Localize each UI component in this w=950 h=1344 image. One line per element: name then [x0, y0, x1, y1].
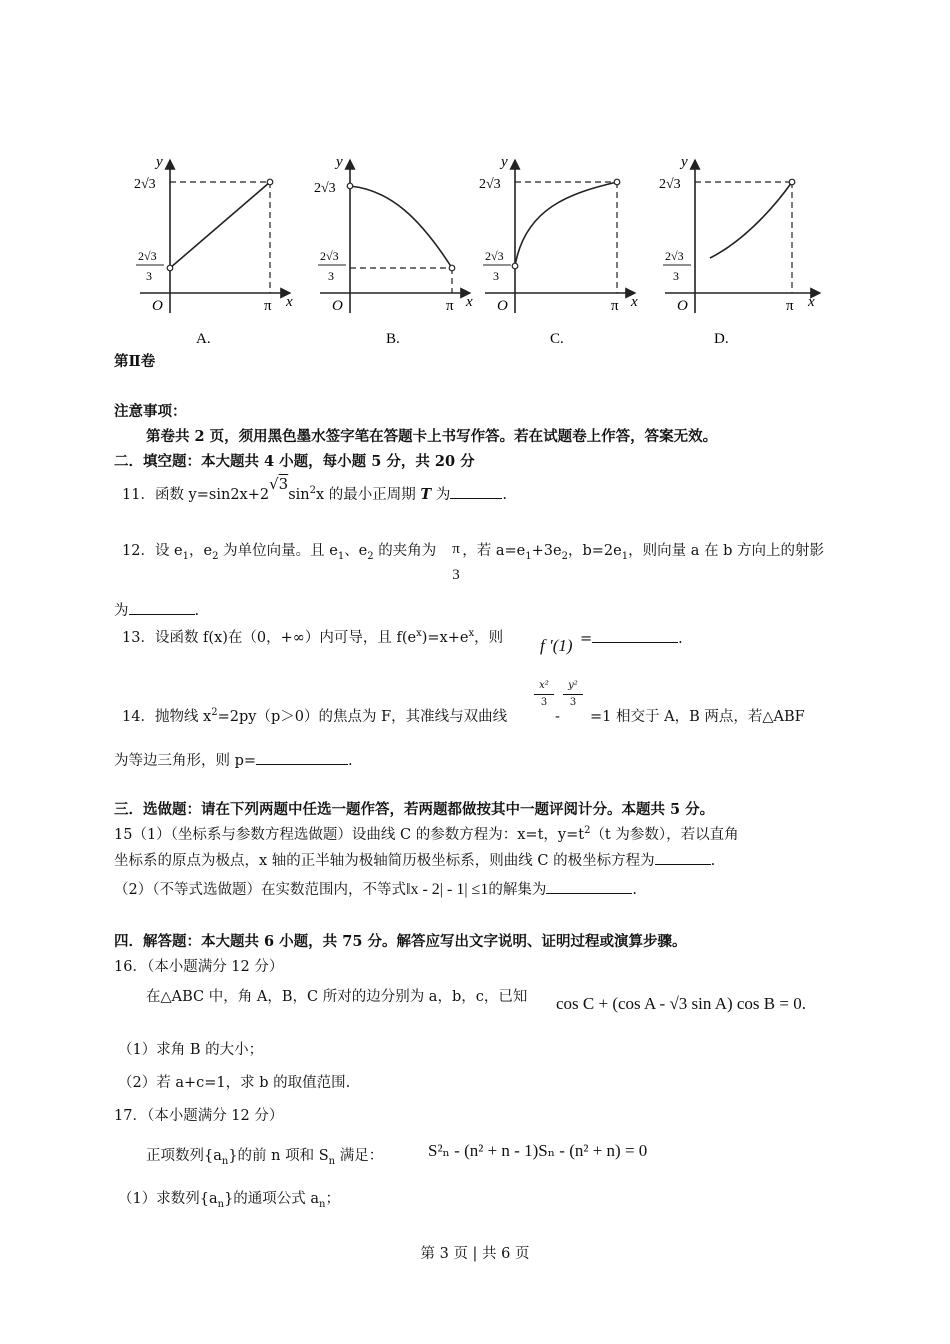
q14-text-c: =1 相交于 A，B 两点，若△ABF	[590, 709, 805, 725]
q17-text-b: }的前 n 项和 S	[228, 1148, 329, 1164]
q17-text-c: 满足：	[335, 1148, 384, 1164]
question-15-1	[114, 825, 739, 845]
graph-a-xlabel: x	[286, 294, 293, 310]
graph-a-top: 2√3	[134, 177, 156, 192]
q12-text-b6: ，则向量 a 在 b 方向上的射影	[628, 543, 824, 559]
q17-p1-text-a: （1）求数列{a	[118, 1191, 218, 1207]
graph-c-pi: π	[611, 298, 619, 314]
graph-d-top: 2√3	[659, 177, 681, 192]
q17-p1-sub-2: n	[319, 1198, 326, 1210]
q14-answer-blank[interactable]	[256, 750, 348, 765]
q14-minus: -	[555, 709, 560, 725]
question-14-cont	[114, 750, 353, 771]
q11-root-value: 3	[278, 475, 289, 494]
q12-text-a: 12．设 e	[122, 543, 183, 559]
q11-root: √3	[269, 475, 289, 494]
q14-frac2-den: 3	[569, 697, 577, 708]
question-14	[122, 707, 507, 727]
graph-d-low-den: 3	[673, 269, 679, 283]
q16-equation: cos C + (cos A - √3 sin A) cos B = 0.	[556, 994, 806, 1013]
question-13	[122, 628, 503, 648]
q13-equals: =	[580, 631, 593, 647]
q11-text-a: 11．函数 y=sin2x+2	[122, 487, 270, 503]
question-11	[122, 475, 507, 505]
q14-text-d: 为等边三角形，则 p=	[114, 753, 257, 769]
q11-sq: 2	[309, 485, 317, 497]
q17-p1-text-c: ；	[325, 1191, 340, 1207]
graph-b-origin: O	[332, 298, 343, 314]
q17-equation: S²ₙ - (n² + n - 1)Sₙ - (n² + n) = 0	[428, 1141, 648, 1160]
q17-sub-2: n	[328, 1155, 336, 1167]
q15-1-answer-blank[interactable]	[655, 850, 711, 865]
q17-p1-sub-1: n	[217, 1198, 225, 1210]
q14-text-a: 14．抛物线 x	[122, 709, 212, 725]
part4-title: 四．解答题：本大题共 6 小题，共 75 分。解答应写出文字说明、证明过程或演算步骤。	[114, 933, 687, 950]
q12-text-a4: 为单位向量。且 e	[218, 543, 338, 559]
question-15-2	[114, 879, 637, 900]
q13-answer-blank[interactable]	[592, 628, 678, 643]
q15-2-text-b: 的解集为	[488, 882, 547, 898]
graph-b-pi: π	[446, 298, 454, 314]
q12-text-a8: 的夹角为	[373, 543, 437, 559]
q17-p1-text-b: }的通项公式 a	[224, 1191, 320, 1207]
graph-c-origin: O	[497, 298, 508, 314]
q13-sup-x2: x	[468, 628, 475, 640]
graph-a-pi: π	[264, 298, 272, 314]
section-title: 第Ⅱ卷	[114, 353, 156, 370]
graph-b-low-num: 2√3	[320, 249, 339, 263]
graph-figures-svg	[130, 148, 830, 348]
graph-a-low-num: 2√3	[138, 249, 157, 263]
q17-body	[146, 1146, 383, 1166]
page-footer: 第 3 页 | 共 6 页	[420, 1246, 530, 1262]
graph-c-letter: C.	[550, 331, 564, 347]
graph-c-low-num: 2√3	[485, 249, 504, 263]
q17-sub-1: n	[221, 1155, 229, 1167]
q14-frac-2	[563, 680, 583, 709]
q14-frac2-num: y²	[568, 680, 578, 691]
graph-d-xlabel: x	[808, 294, 815, 310]
q12-sub-4: 2	[367, 550, 374, 562]
q12-text-a6: 、e	[344, 543, 368, 559]
q17-heading: 17．（本小题满分 12 分）	[114, 1108, 284, 1124]
q12-frac-den: 3	[452, 567, 460, 583]
graph-d-origin: O	[677, 298, 688, 314]
q16-part-1: （1）求角 B 的大小；	[118, 1042, 264, 1058]
question-15-1-cont	[114, 850, 715, 871]
graph-d	[659, 154, 820, 347]
q17-text-a: 正项数列{a	[146, 1148, 222, 1164]
q13-text-c: ，则	[474, 630, 504, 646]
question-12-cont	[114, 600, 199, 621]
q14-text-e: .	[348, 753, 353, 769]
q11-text-e: .	[502, 487, 507, 503]
q17-part-1	[118, 1189, 340, 1209]
q11-text-b: sin	[288, 487, 310, 503]
graph-d-letter: D.	[714, 331, 729, 347]
q12-sub-3: 1	[337, 550, 345, 562]
graph-a-ylabel: y	[156, 154, 163, 170]
graph-d-ylabel: y	[681, 154, 688, 170]
q16-part-2: （2）若 a+c=1，求 b 的取值范围.	[118, 1075, 351, 1091]
q16-heading: 16．（本小题满分 12 分）	[114, 959, 284, 975]
q13-text-a: 13．设函数 f(x)在（0，+∞）内可导，且 f(e	[122, 630, 417, 646]
q15-1-text-c: 坐标系的原点为极点，x 轴的正半轴为极轴简历极坐标系，则曲线 C 的极坐标方程为	[114, 853, 655, 869]
q15-1-text-a: 15（1）（坐标系与参数方程选做题）设曲线 C 的参数方程为：x=t，y=t	[114, 827, 585, 843]
graph-c	[479, 154, 638, 347]
graph-a-low-den: 3	[146, 269, 152, 283]
graph-a	[134, 154, 293, 347]
q15-1-sup: 2	[584, 825, 591, 837]
graph-c-xlabel: x	[631, 294, 638, 310]
question-12	[122, 541, 824, 561]
q14-frac1-num: x²	[539, 680, 549, 691]
graph-a-origin: O	[152, 298, 163, 314]
q12-text-b2: +3e	[531, 543, 562, 559]
q12-text-a2: ，e	[189, 543, 213, 559]
q12-frac-num: π	[452, 541, 460, 557]
q13-sup-x1: x	[416, 628, 422, 640]
q14-sup-2: 2	[211, 707, 218, 719]
q12-text-c: 为	[114, 603, 129, 619]
q13-derivative: f ′(1)	[540, 636, 573, 655]
q12-text-d: .	[194, 603, 200, 619]
q13-text-d: .	[678, 631, 683, 647]
graph-c-top: 2√3	[479, 177, 501, 192]
q12-sub-5: 1	[525, 550, 532, 562]
q12-fraction	[447, 540, 465, 584]
q13-text-b: )=x+e	[421, 630, 469, 646]
q15-1-text-d: .	[710, 853, 716, 869]
q11-period-symbol: T	[420, 486, 432, 503]
graph-a-letter: A.	[196, 331, 211, 347]
graph-c-ylabel: y	[501, 154, 508, 170]
notice-title: 注意事项：	[114, 403, 187, 420]
graph-d-pi: π	[786, 298, 794, 314]
graph-b-ylabel: y	[336, 154, 343, 170]
notice-body: 第卷共 2 页，须用黑色墨水签字笔在答题卡上书写作答。若在试题卷上作答，答案无效。	[146, 428, 718, 445]
q14-text-b: =2py（p＞0）的焦点为 F，其准线与双曲线	[217, 709, 508, 725]
q12-sub-1: 1	[182, 550, 190, 562]
q12-sub-6: 2	[561, 550, 568, 562]
q15-2-text-c: .	[632, 882, 637, 898]
graph-b-letter: B.	[386, 331, 400, 347]
graph-b-xlabel: x	[466, 294, 473, 310]
q11-text-d: 为	[431, 487, 451, 503]
q15-2-text-a: （2）（不等式选做题）在实数范围内，不等式	[114, 882, 406, 898]
q16-body: 在△ABC 中，角 A，B，C 所对的边分别为 a，b，c，已知	[146, 989, 528, 1005]
q12-text-b4: ，b=2e	[567, 543, 622, 559]
q12-sub-7: 1	[621, 550, 629, 562]
q12-answer-blank[interactable]	[129, 600, 195, 615]
q15-1-text-b: （t 为参数），若以直角	[590, 827, 739, 843]
graph-b	[314, 154, 473, 347]
part2-title: 二．填空题：本大题共 4 小题，每小题 5 分，共 20 分	[114, 453, 475, 470]
q15-2-inequality: ‖x - 2| - 1| ≤1	[405, 881, 489, 898]
graph-b-low-den: 3	[328, 269, 334, 283]
q12-sub-2: 2	[212, 550, 219, 562]
graph-c-low-den: 3	[493, 269, 499, 283]
q11-answer-blank[interactable]	[450, 484, 502, 499]
q14-frac-1	[534, 680, 554, 709]
part3-title: 三．选做题：请在下列两题中任选一题作答，若两题都做按其中一题评阅计分。本题共 5 分。	[114, 801, 715, 818]
q15-2-answer-blank[interactable]	[546, 879, 632, 894]
graph-d-low-num: 2√3	[665, 249, 684, 263]
q14-frac1-den: 3	[540, 697, 548, 708]
q11-text-c: x 的最小正周期	[316, 487, 421, 503]
q12-text-b: ，若 a=e	[462, 543, 526, 559]
graph-b-top: 2√3	[314, 181, 336, 196]
graph-figures	[130, 148, 830, 348]
q13-answer-line	[580, 628, 683, 649]
